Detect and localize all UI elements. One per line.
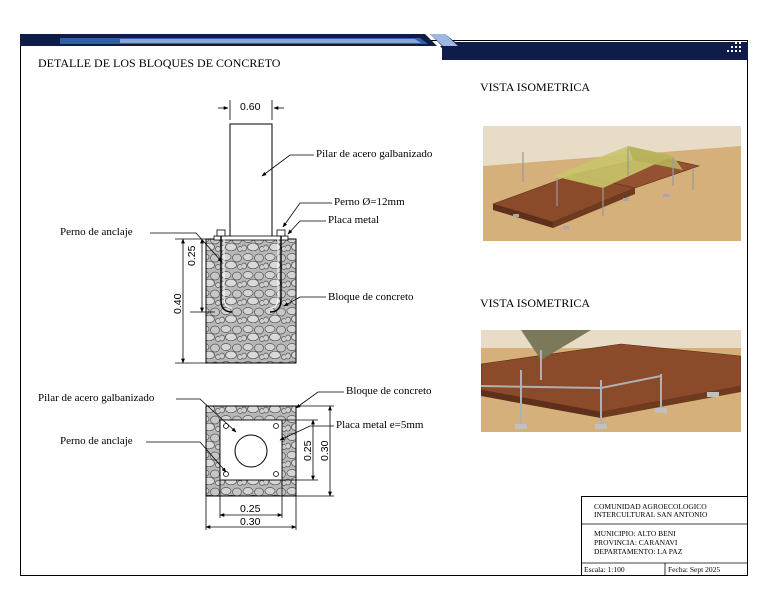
label-bloque: Bloque de concreto (328, 291, 414, 303)
dim-block-height: 0.40 (172, 293, 184, 314)
isometric-render-1 (483, 126, 741, 241)
label-plan-anclaje: Perno de anclaje (60, 435, 133, 447)
dim-embed-depth: 0.25 (186, 245, 198, 266)
dim-pillar-width: 0.60 (240, 101, 261, 113)
tb-escala: Escala: 1:100 (584, 565, 625, 574)
dim-plate-depth: 0.25 (302, 440, 314, 461)
tb-community-2: INTERCULTURAL SAN ANTONIO (594, 510, 708, 519)
elevation-detail (150, 100, 332, 363)
label-perno: Perno Ø=12mm (334, 196, 405, 208)
label-placa: Placa metal (328, 214, 380, 226)
isometric-render-2 (481, 330, 741, 432)
sheet-title: DETALLE DE LOS BLOQUES DE CONCRETO (38, 56, 281, 70)
dim-plate-width: 0.25 (240, 503, 261, 515)
label-plan-bloque: Bloque de concreto (346, 385, 432, 397)
tb-provincia: PROVINCIA: CARANAVI (594, 538, 678, 547)
view-title-2: VISTA ISOMETRICA (480, 296, 591, 310)
view-title-1: VISTA ISOMETRICA (480, 80, 591, 94)
label-plan-placa: Placa metal e=5mm (336, 419, 424, 431)
label-anclaje: Perno de anclaje (60, 226, 133, 238)
tb-community-1: COMUNIDAD AGROECOLOGICO (594, 502, 707, 511)
tb-municipio: MUNICIPIO: ALTO BENI (594, 529, 676, 538)
dim-block-depth: 0.30 (319, 440, 331, 461)
dim-block-width: 0.30 (240, 516, 261, 528)
tb-fecha: Fecha: Sept 2025 (668, 565, 721, 574)
tb-departamento: DEPARTAMENTO: LA PAZ (594, 547, 683, 556)
label-plan-pilar: Pilar de acero galbanizado (38, 392, 155, 404)
label-pilar: Pilar de acero galbanizado (316, 148, 433, 160)
